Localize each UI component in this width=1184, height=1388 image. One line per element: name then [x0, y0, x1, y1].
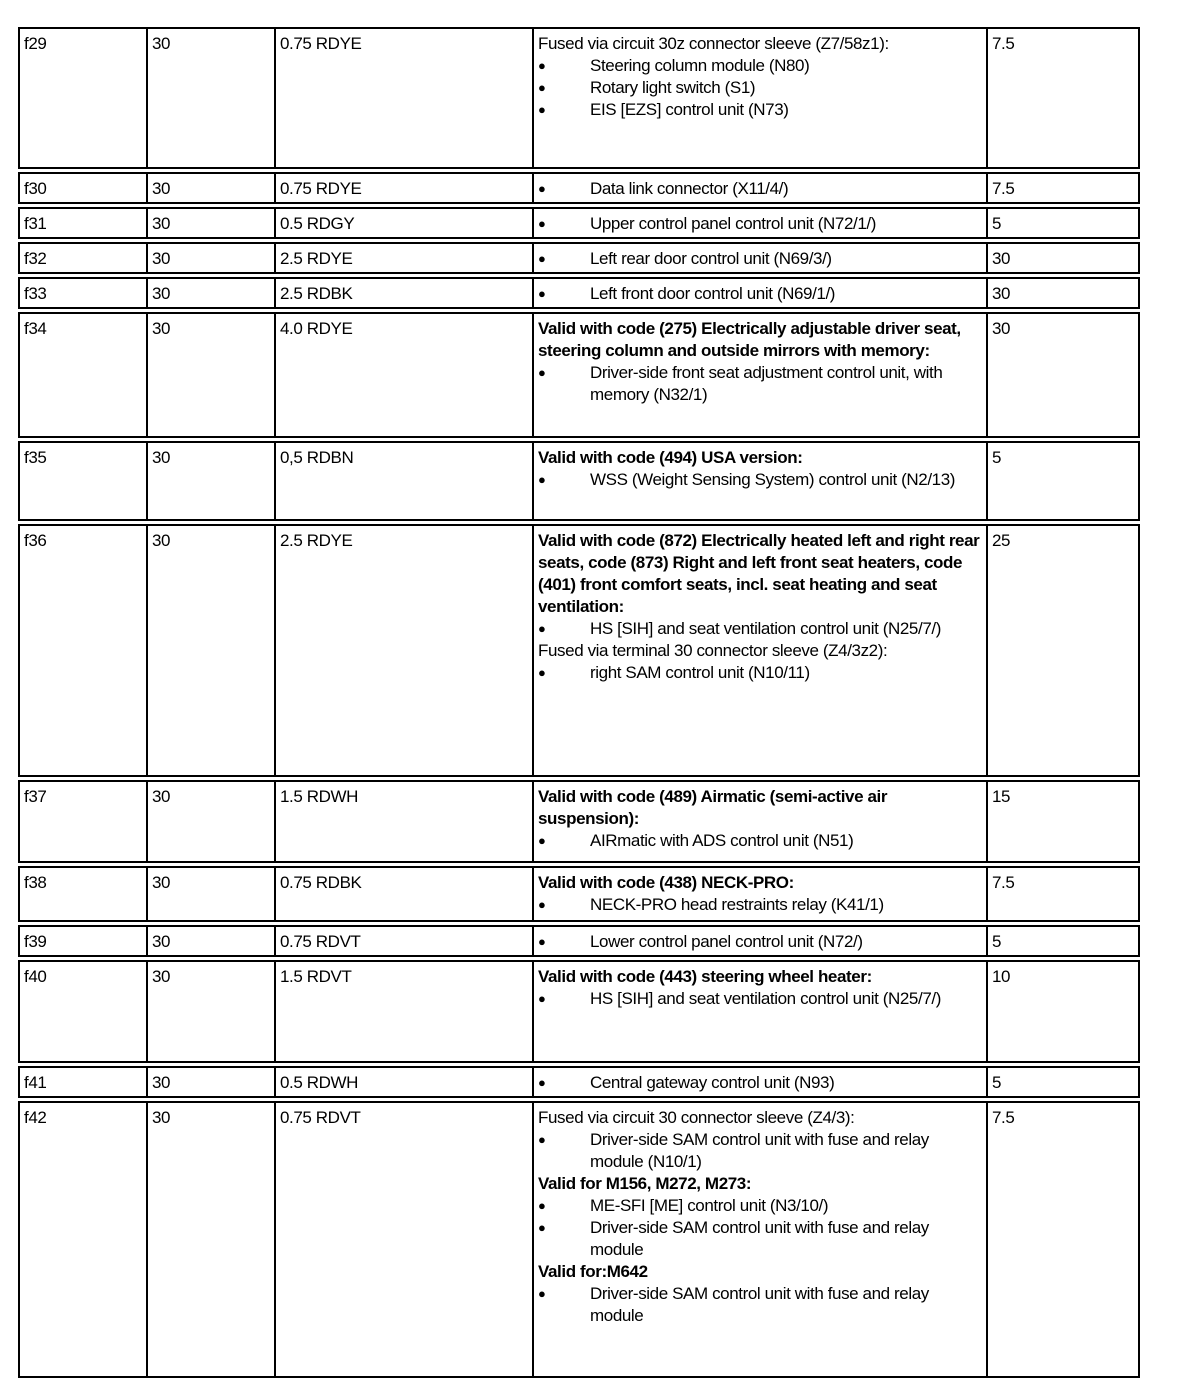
consumer-text: Upper control panel control unit (N72/1/) — [590, 214, 876, 233]
consumer-cell — [532, 441, 986, 521]
table-row — [18, 960, 1140, 1063]
consumer-text: Lower control panel control unit (N72/) — [590, 932, 863, 951]
wire-cell: 2.5 RDBK — [274, 277, 532, 309]
amperage-cell: 5 — [986, 1066, 1140, 1098]
consumer-text: right SAM control unit (N10/11) — [590, 663, 810, 682]
consumer-bullet-item — [538, 55, 982, 77]
consumer-bullet-item — [538, 988, 982, 1010]
consumer-cell — [532, 866, 986, 922]
consumer-cell — [532, 960, 986, 1063]
bullet-icon: ● — [538, 1220, 546, 1235]
table-row — [18, 27, 1140, 169]
bullet-icon: ● — [538, 365, 546, 380]
amperage-cell: 7.5 — [986, 172, 1140, 204]
bullet-icon: ● — [538, 251, 546, 266]
fuse-assignment-table — [18, 24, 1140, 1381]
terminal-cell: 30 — [146, 27, 274, 169]
consumer-bullet-item — [538, 1217, 982, 1261]
consumer-text: Central gateway control unit (N93) — [590, 1073, 835, 1092]
amperage-cell: 30 — [986, 242, 1140, 274]
consumer-bullet-item — [538, 1129, 982, 1173]
fuse-number-cell: f38 — [18, 866, 146, 922]
consumer-text: WSS (Weight Sensing System) control unit (N2/13) — [590, 470, 956, 489]
consumer-text: EIS [EZS] control unit (N73) — [590, 100, 789, 119]
fuse-number-cell: f39 — [18, 925, 146, 957]
consumer-text: AIRmatic with ADS control unit (N51) — [590, 831, 854, 850]
terminal-cell: 30 — [146, 277, 274, 309]
consumer-cell — [532, 277, 986, 309]
wire-cell: 0.75 RDVT — [274, 1101, 532, 1378]
consumer-bullet-item — [538, 662, 982, 684]
bullet-icon: ● — [538, 665, 546, 680]
amperage-cell: 5 — [986, 925, 1140, 957]
fuse-number-cell: f34 — [18, 312, 146, 438]
consumer-cell — [532, 524, 986, 777]
table-row — [18, 312, 1140, 438]
terminal-cell: 30 — [146, 780, 274, 863]
consumer-bullet-item — [538, 469, 982, 491]
validity-condition: Valid for M156, M272, M273: — [538, 1174, 752, 1193]
bullet-icon: ● — [538, 621, 546, 636]
consumer-text: Rotary light switch (S1) — [590, 78, 756, 97]
bullet-icon: ● — [538, 833, 546, 848]
consumer-bullet-item — [538, 99, 982, 121]
consumer-text: NECK-PRO head restraints relay (K41/1) — [590, 895, 884, 914]
terminal-cell: 30 — [146, 207, 274, 239]
fuse-number-cell: f36 — [18, 524, 146, 777]
fuse-number-cell: f29 — [18, 27, 146, 169]
bullet-icon: ● — [538, 991, 546, 1006]
consumer-text: Data link connector (X11/4/) — [590, 179, 789, 198]
validity-condition: Valid with code (275) Electrically adjustable driver seat, steering column and outside mirrors with memory: — [538, 319, 961, 360]
fuse-table-body — [18, 27, 1140, 1378]
validity-condition: Valid with code (872) Electrically heated left and right rear seats, code (873) Right and left front seat heaters, code (401) front comfort seats, incl. seat heating and seat ventilation: — [538, 531, 980, 616]
wire-cell: 0.5 RDWH — [274, 1066, 532, 1098]
wire-cell: 1.5 RDWH — [274, 780, 532, 863]
fuse-number-cell: f35 — [18, 441, 146, 521]
bullet-icon: ● — [538, 472, 546, 487]
bullet-icon: ● — [538, 1075, 546, 1090]
consumer-cell — [532, 1101, 986, 1378]
bullet-icon: ● — [538, 934, 546, 949]
wire-cell: 0.75 RDVT — [274, 925, 532, 957]
wire-cell: 4.0 RDYE — [274, 312, 532, 438]
consumer-text: Left front door control unit (N69/1/) — [590, 284, 836, 303]
bullet-icon: ● — [538, 58, 546, 73]
table-row — [18, 780, 1140, 863]
consumer-text: Driver-side front seat adjustment control unit, with memory (N32/1) — [590, 363, 943, 404]
bullet-icon: ● — [538, 897, 546, 912]
consumer-bullet-item — [538, 830, 982, 852]
table-row — [18, 242, 1140, 274]
wire-cell: 0.75 RDBK — [274, 866, 532, 922]
consumer-bullet-item — [538, 283, 982, 305]
amperage-cell: 10 — [986, 960, 1140, 1063]
terminal-cell: 30 — [146, 925, 274, 957]
terminal-cell: 30 — [146, 960, 274, 1063]
consumer-bullet-item — [538, 213, 982, 235]
table-row — [18, 207, 1140, 239]
bullet-icon: ● — [538, 1132, 546, 1147]
consumer-cell — [532, 172, 986, 204]
fuse-number-cell: f41 — [18, 1066, 146, 1098]
amperage-cell: 7.5 — [986, 866, 1140, 922]
bullet-icon: ● — [538, 1286, 546, 1301]
amperage-cell: 7.5 — [986, 1101, 1140, 1378]
consumer-text: Driver-side SAM control unit with fuse and relay module (N10/1) — [590, 1130, 929, 1171]
fuse-note: Fused via circuit 30 connector sleeve (Z4/3): — [538, 1108, 855, 1127]
table-row — [18, 277, 1140, 309]
consumer-text: Steering column module (N80) — [590, 56, 810, 75]
bullet-icon: ● — [538, 216, 546, 231]
amperage-cell: 25 — [986, 524, 1140, 777]
consumer-bullet-item — [538, 1283, 982, 1327]
terminal-cell: 30 — [146, 1066, 274, 1098]
validity-condition: Valid with code (443) steering wheel heater: — [538, 967, 872, 986]
fuse-number-cell: f32 — [18, 242, 146, 274]
fuse-number-cell: f30 — [18, 172, 146, 204]
terminal-cell: 30 — [146, 866, 274, 922]
consumer-text: Left rear door control unit (N69/3/) — [590, 249, 832, 268]
consumer-cell — [532, 925, 986, 957]
consumer-cell — [532, 242, 986, 274]
consumer-cell — [532, 1066, 986, 1098]
fuse-number-cell: f40 — [18, 960, 146, 1063]
wire-cell: 0.5 RDGY — [274, 207, 532, 239]
terminal-cell: 30 — [146, 242, 274, 274]
wire-cell: 1.5 RDVT — [274, 960, 532, 1063]
consumer-text: ME-SFI [ME] control unit (N3/10/) — [590, 1196, 829, 1215]
consumer-bullet-item — [538, 931, 982, 953]
consumer-bullet-item — [538, 1072, 982, 1094]
table-row — [18, 441, 1140, 521]
fuse-note: Fused via terminal 30 connector sleeve (Z4/3z2): — [538, 641, 888, 660]
consumer-cell — [532, 207, 986, 239]
table-row — [18, 1101, 1140, 1378]
bullet-icon: ● — [538, 1198, 546, 1213]
amperage-cell: 30 — [986, 312, 1140, 438]
terminal-cell: 30 — [146, 172, 274, 204]
validity-condition: Valid for:M642 — [538, 1262, 648, 1281]
consumer-bullet-item — [538, 362, 982, 406]
consumer-cell — [532, 312, 986, 438]
validity-condition: Valid with code (494) USA version: — [538, 448, 803, 467]
amperage-cell: 5 — [986, 441, 1140, 521]
amperage-cell: 7.5 — [986, 27, 1140, 169]
consumer-bullet-item — [538, 1195, 982, 1217]
fuse-number-cell: f37 — [18, 780, 146, 863]
table-row — [18, 1066, 1140, 1098]
table-row — [18, 172, 1140, 204]
terminal-cell: 30 — [146, 524, 274, 777]
terminal-cell: 30 — [146, 1101, 274, 1378]
fuse-number-cell: f31 — [18, 207, 146, 239]
wire-cell: 0.75 RDYE — [274, 27, 532, 169]
consumer-cell — [532, 780, 986, 863]
bullet-icon: ● — [538, 181, 546, 196]
consumer-bullet-item — [538, 618, 982, 640]
table-row — [18, 866, 1140, 922]
consumer-cell — [532, 27, 986, 169]
table-row — [18, 524, 1140, 777]
wire-cell: 2.5 RDYE — [274, 242, 532, 274]
validity-condition: Valid with code (438) NECK-PRO: — [538, 873, 794, 892]
consumer-text: HS [SIH] and seat ventilation control unit (N25/7/) — [590, 989, 941, 1008]
wire-cell: 0,5 RDBN — [274, 441, 532, 521]
consumer-text: Driver-side SAM control unit with fuse and relay module — [590, 1218, 929, 1259]
consumer-bullet-item — [538, 178, 982, 200]
amperage-cell: 5 — [986, 207, 1140, 239]
validity-condition: Valid with code (489) Airmatic (semi-active air suspension): — [538, 787, 888, 828]
table-row — [18, 925, 1140, 957]
fuse-number-cell: f33 — [18, 277, 146, 309]
bullet-icon: ● — [538, 286, 546, 301]
wire-cell: 0.75 RDYE — [274, 172, 532, 204]
amperage-cell: 30 — [986, 277, 1140, 309]
bullet-icon: ● — [538, 102, 546, 117]
terminal-cell: 30 — [146, 441, 274, 521]
consumer-bullet-item — [538, 894, 982, 916]
consumer-text: HS [SIH] and seat ventilation control unit (N25/7/) — [590, 619, 941, 638]
amperage-cell: 15 — [986, 780, 1140, 863]
bullet-icon: ● — [538, 80, 546, 95]
terminal-cell: 30 — [146, 312, 274, 438]
wire-cell: 2.5 RDYE — [274, 524, 532, 777]
fuse-note: Fused via circuit 30z connector sleeve (Z7/58z1): — [538, 34, 889, 53]
fuse-number-cell: f42 — [18, 1101, 146, 1378]
consumer-text: Driver-side SAM control unit with fuse and relay module — [590, 1284, 929, 1325]
consumer-bullet-item — [538, 248, 982, 270]
consumer-bullet-item — [538, 77, 982, 99]
